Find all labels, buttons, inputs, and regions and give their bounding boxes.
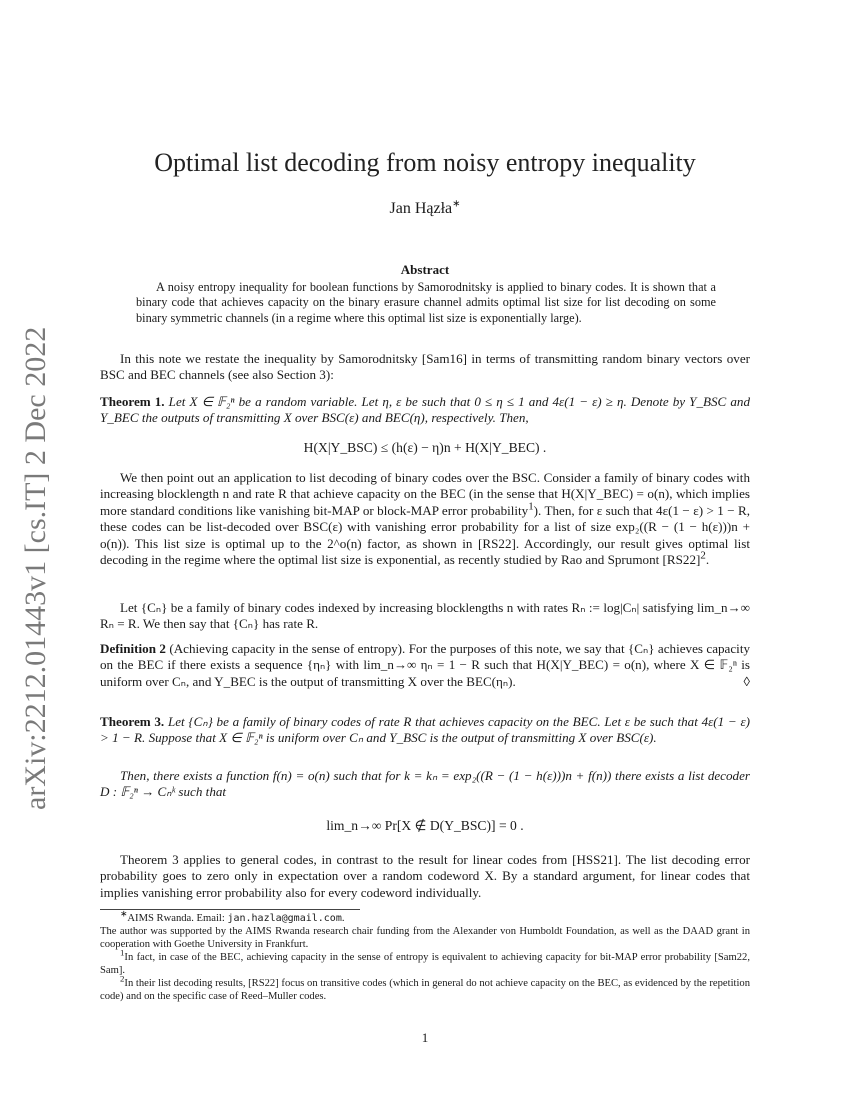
theorem-1-statement: Let X ∈ 𝔽₂ⁿ be a random variable. Let η, ε be such that 0 ≤ η ≤ 1 and 4ε(1 − ε) ≥ η. Denote by Y_BSC and Y_BEC the outputs of transmitting X over BSC(ε) and BEC(η), respectively. Then, <box>100 394 751 426</box>
equation-2: lim_n→∞ Pr[X ∉ D(Y_BSC)] = 0 . <box>326 818 524 833</box>
application-text-b: ). Then, for ε such that 4ε(1 − ε) > 1 − R, these codes can be list-decoded over BSC(ε) with vanishing error probability for a list of size exp₂((R − (1 − h(ε)))n + o(n)). This list size is optimal up to the 2^o(n) factor, as shown in [RS22]. Accordingly, our result gives optimal list decoding in the regime where the optimal list size is exponential, as recently studied by Rao and Sprumont [RS22] <box>100 502 750 568</box>
equation-1: H(X|Y_BSC) ≤ (h(ε) − η)n + H(X|Y_BEC) . <box>303 440 547 455</box>
footnote-2-text: In their list decoding results, [RS22] focus on transitive codes (which in general do not achieve capacity on the BEC, as evidenced by the repetition code) and on the specific case of Reed–Muller codes. <box>100 978 750 1002</box>
footnote-1 <box>100 947 750 978</box>
theorem-1-label: Theorem 1. <box>100 394 165 409</box>
paper-title: Optimal list decoding from noisy entropy inequality <box>154 148 696 177</box>
author-footnote-mark[interactable]: ∗ <box>452 198 461 210</box>
definition-2 <box>100 641 750 690</box>
abstract-text: A noisy entropy inequality for boolean functions by Samorodnitsky is applied to binary codes. It is shown that a binary code that achieves capacity on the binary erasure channel admits optimal list size for list decoding on some binary symmetric channels (in a regime where this optimal list size is exponentially large). <box>136 280 716 325</box>
footnote-2 <box>100 973 750 1004</box>
definition-end-mark: ◊ <box>743 673 750 689</box>
definition-2-statement: For the purposes of this note, we say that {Cₙ} achieves capacity on the BEC if there exists a sequence {ηₙ} with lim_n→∞ ηₙ = 1 − R such that H(X|Y_BEC) = o(n), where X ∈ 𝔽₂ⁿ is uniform over Cₙ, and Y_BEC is the output of transmitting X over the BEC(ηₙ). <box>100 641 751 689</box>
footnote-1-mark: 1 <box>120 947 125 958</box>
definition-2-title: (Achieving capacity in the sense of entropy). <box>169 641 406 656</box>
intro-paragraph: In this note we restate the inequality by Samorodnitsky [Sam16] in terms of transmitting random binary vectors over BSC and BEC channels (see also Section 3): <box>100 351 750 383</box>
application-text-c: . <box>705 552 710 568</box>
theorem-1 <box>100 394 750 427</box>
theorem-3 <box>100 714 750 747</box>
footnote-support: The author was supported by the AIMS Rwanda research chair funding from the Alexander von Humboldt Foundation, as well as the DAAD grant in cooperation with Goethe University in Frankfurt. <box>100 926 750 950</box>
rate-paragraph: Let {Cₙ} be a family of binary codes indexed by increasing blocklengths n with rates Rₙ := log|Cₙ| satisfying lim_n→∞ Rₙ = R. We then say that {Cₙ} has rate R. <box>100 600 750 632</box>
discussion-paragraph: Theorem 3 applies to general codes, in contrast to the result for linear codes from [HSS21]. The list decoding error probability goes to zero only in expectation over a random codeword X. By a standard argument, for linear codes that implies vanishing error probability also for every codeword individually. <box>100 852 750 900</box>
theorem-3-conclusion: Then, there exists a function f(n) = o(n) such that for k = kₙ = exp₂((R − (1 − h(ε)))n + f(n)) there exists a list decoder D : 𝔽₂ⁿ → Cₙᵏ such that <box>100 768 750 800</box>
footnote-2-mark: 2 <box>120 973 125 984</box>
affiliation-end: . <box>341 913 345 924</box>
footnote-1-text: In fact, in case of the BEC, achieving capacity in the sense of entropy is equivalent to achieving capacity for bit-MAP error probability [Sam22, Sam]. <box>100 952 750 976</box>
footnote-2-ref[interactable]: 2 <box>700 549 706 562</box>
theorem-3-statement: Let {Cₙ} be a family of binary codes of rate R that achieves capacity on the BEC. Let ε be such that 4ε(1 − ε) > 1 − R. Suppose that X ∈ 𝔽₂ⁿ is uniform over Cₙ and Y_BSC is the output of transmitting X over BSC(ε). <box>100 714 750 746</box>
author-name: Jan Hązła <box>389 200 453 217</box>
footnote-affiliation-mark: ∗ <box>120 908 128 919</box>
author-line <box>100 200 750 218</box>
page-number: 1 <box>421 1030 429 1045</box>
arxiv-identifier[interactable]: arXiv:2212.01443v1 [cs.IT] 2 Dec 2022 <box>19 326 52 810</box>
definition-2-label: Definition 2 <box>100 641 166 656</box>
application-text-a: We then point out an application to list decoding of binary codes over the BSC. Consider a family of binary codes with increasing blocklength n and rate R that achieve capacity on the BEC (in the sense that H(X|Y_BEC) = o(n), which implies more standard conditions like vanishing bit-MAP or block-MAP error probability <box>100 470 750 518</box>
author-email-link[interactable]: jan.hazla@gmail.com <box>227 913 342 924</box>
footnote-1-ref[interactable]: 1 <box>528 500 534 513</box>
affiliation-text: AIMS Rwanda. Email: <box>127 913 228 924</box>
application-paragraph <box>100 470 750 568</box>
footnote-separator <box>100 909 360 910</box>
footnote-affiliation <box>100 908 750 926</box>
abstract-heading: Abstract <box>400 262 450 277</box>
theorem-3-label: Theorem 3. <box>100 714 165 729</box>
